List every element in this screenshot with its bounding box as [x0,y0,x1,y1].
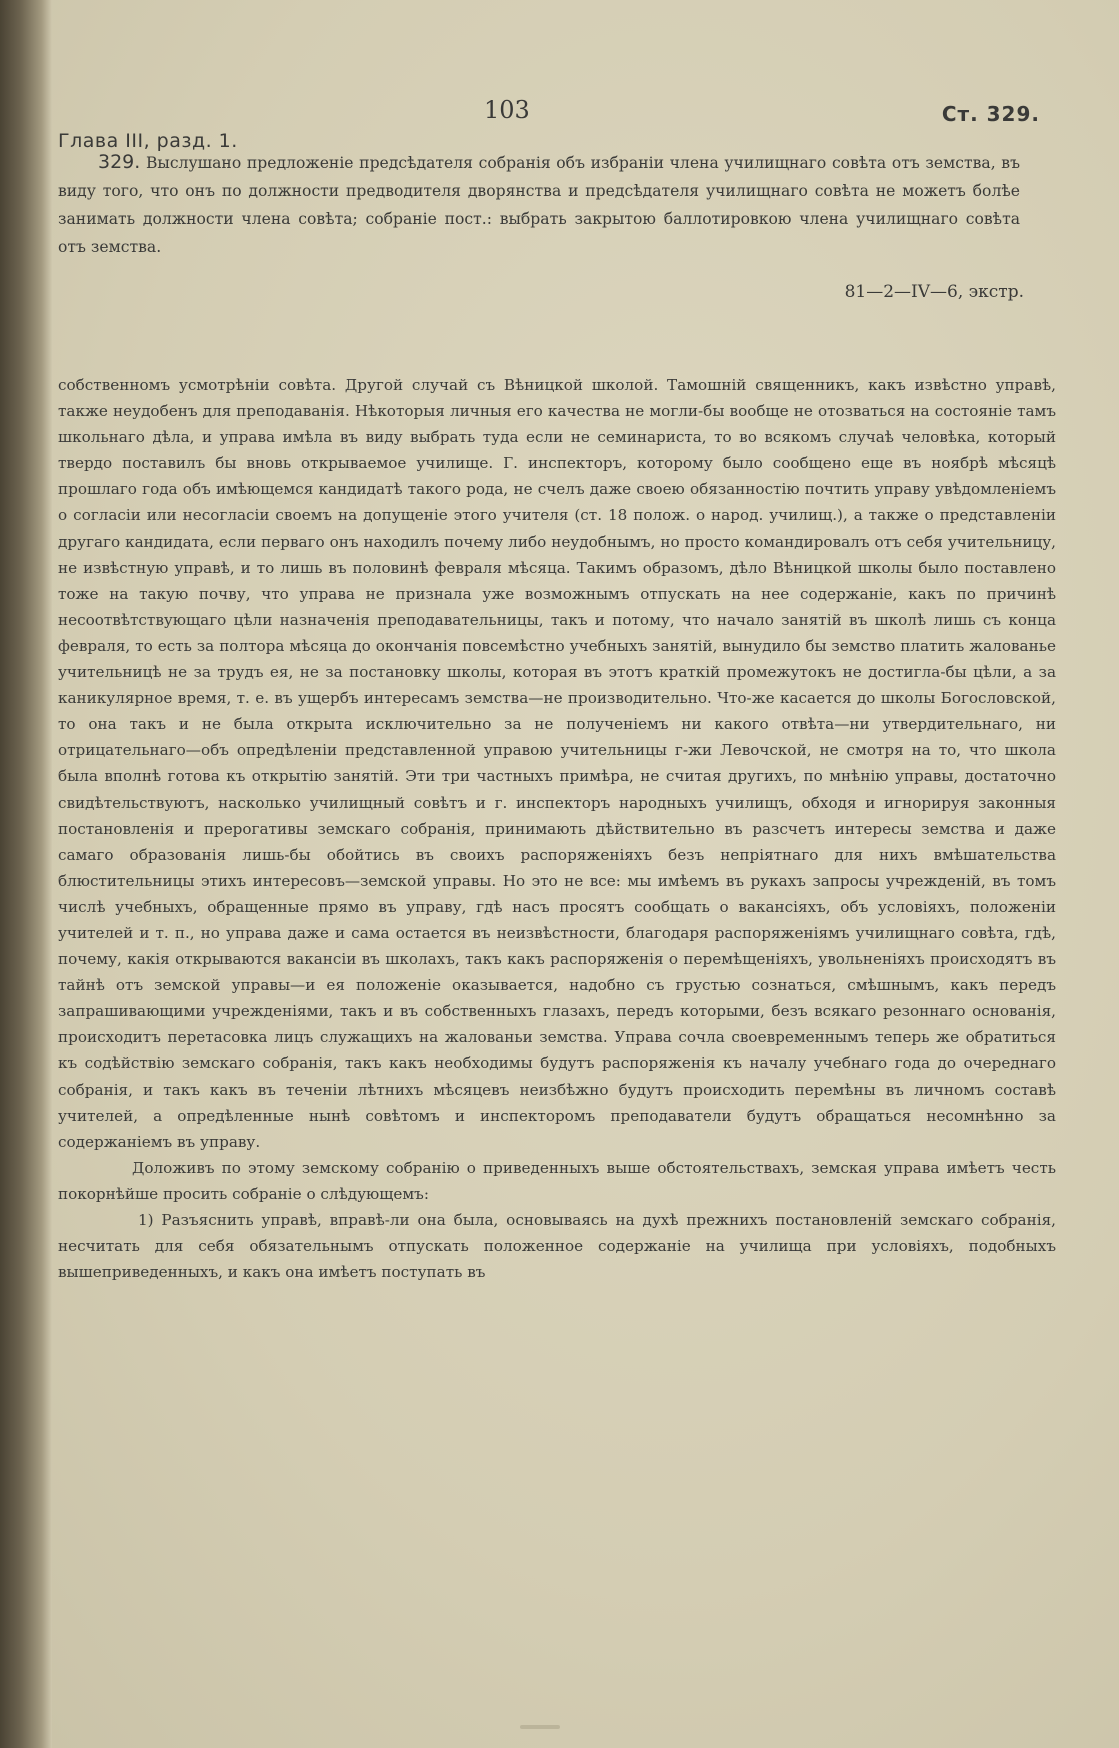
body-text [58,372,1056,1285]
resolution-reference: 81—2—IV—6, экстр. [844,282,1024,302]
chapter-label: Глава III, разд. 1. [58,130,238,152]
page-number: 103 [484,96,530,124]
ink-smudge [520,1725,560,1729]
resolution-number: 329. [98,151,141,173]
book-spine [0,0,52,1748]
resolution-block [58,148,1020,261]
paragraph: 1) Разъяснить управѣ, вправѣ-ли она была, основываясь на духѣ прежнихъ постановленій земскаго собранія, несчитать для себя обязательнымъ отпускать положенное содержаніе на училища при условіяхъ, подобныхъ вышеприведенныхъ, и какъ она имѣетъ поступать въ [58,1211,1056,1282]
paragraph: Доложивъ по этому земскому собранію о приведенныхъ выше обстоятельствахъ, земская управа имѣетъ честь покорнѣйше просить собраніе о слѣдующемъ: [58,1158,1056,1203]
paragraph: собственномъ усмотрѣніи совѣта. Другой случай съ Вѣницкой школой. Тамошній священникъ, какъ извѣстно управѣ, также неудобенъ для преподаванія. Нѣкоторыя личныя его качества не могли-бы вообще не отозваться на состояніе тамъ школьнаго дѣла, и управа имѣла въ виду выбрать туда если не семинариста, то во всякомъ случаѣ человѣка, который твердо поставилъ бы вновь открываемое училище. Г. инспекторъ, которому было сообщено еще въ ноябрѣ мѣсяцѣ прошлаго года объ имѣющемся кандидатѣ такого рода, не счелъ даже своею обязанностію почтить управу увѣдомленіемъ о согласіи или несогласіи своемъ на допущеніе этого учителя (ст. 18 полож. о народ. училищ.), а также о представленіи другаго кандидата, если перваго онъ находилъ почему либо неудобнымъ, но просто командировалъ отъ себя учительницу, не извѣстную управѣ, и то лишь въ половинѣ февраля мѣсяца. Такимъ образомъ, дѣло Вѣницкой школы было поставлено тоже на такую почву, что управа не признала уже возможнымъ отпускать на нее содержаніе, какъ по причинѣ несоотвѣтствующаго цѣли назначенія преподавательницы, такъ и потому, что начало занятій въ школѣ лишь съ конца февраля, то есть за полтора мѣсяца до окончанія повсемѣстно учебныхъ занятій, вынудило бы земство платить жалованье учительницѣ не за трудъ ея, не за постановку школы, которая въ этотъ краткій промежутокъ не достигла-бы цѣли, а за каникулярное время, т. е. въ ущербъ интересамъ земства—не производительно. Что-же касается до школы Богословской, то она такъ и не была открыта исключительно за не полученіемъ ни какого отвѣта—ни утвердительнаго, ни отрицательнаго—объ опредѣленіи представленной управою учительницы г-жи Левочской, не смотря на то, что школа была вполнѣ готова къ открытію занятій. Эти три частныхъ примѣра, не считая другихъ, по мнѣнію управы, достаточно свидѣтельствуютъ, насколько училищный совѣтъ и г. инспекторъ народныхъ училищъ, обходя и игнорируя законныя постановленія и прерогативы земскаго собранія, принимають дѣйствительно въ разсчетъ интересы земства и даже самаго образованія лишь-бы обойтись въ своихъ распоряженіяхъ безъ непріятнаго для нихъ вмѣшательства блюстительницы этихъ интересовъ—земской управы. Но это не все: мы имѣемъ въ рукахъ запросы учрежденій, въ томъ числѣ учебныхъ, обращенные прямо въ управу, гдѣ насъ просятъ сообщать о вакансіяхъ, объ условіяхъ, положеніи учителей и т. п., но управа даже и сама остается въ неизвѣстности, благодаря распоряженіямъ училищнаго совѣта, гдѣ, почему, какія открываются вакансіи въ школахъ, такъ какъ распоряженія о перемѣщеніяхъ, увольненіяхъ происходятъ въ тайнѣ отъ земской управы—и ея положеніе оказывается, надобно съ грустью сознаться, смѣшнымъ, какъ передъ запрашивающими учрежденіями, такъ и въ собственныхъ глазахъ, передъ которыми, безъ всякаго резоннаго основанія, происходитъ перетасовка лицъ служащихъ на жалованьи земства. Управа сочла своевременнымъ теперь же обратиться къ содѣйствію земскаго собранія, такъ какъ необходимы будутъ распоряженія къ началу учебнаго года до очереднаго собранія, и такъ какъ въ теченіи лѣтнихъ мѣсяцевъ неизбѣжно будутъ происходить перемѣны въ личномъ составѣ учителей, а опредѣленные нынѣ совѣтомъ и инспекторомъ преподаватели будутъ обращаться несомнѣнно за содержаніемъ въ управу. [58,376,1056,1151]
resolution-text: Выслушано предложеніе предсѣдателя собранія объ избраніи члена училищнаго совѣта отъ земства, въ виду того, что онъ по должности предводителя дворянства и предсѣдателя училищнаго совѣта не можетъ болѣе занимать должности члена совѣта; собраніе пост.: выбрать закрытою баллотировкою члена училищнаго совѣта отъ земства. [58,154,1020,256]
page-header [58,96,1088,156]
article-number: Ст. 329. [941,102,1040,126]
